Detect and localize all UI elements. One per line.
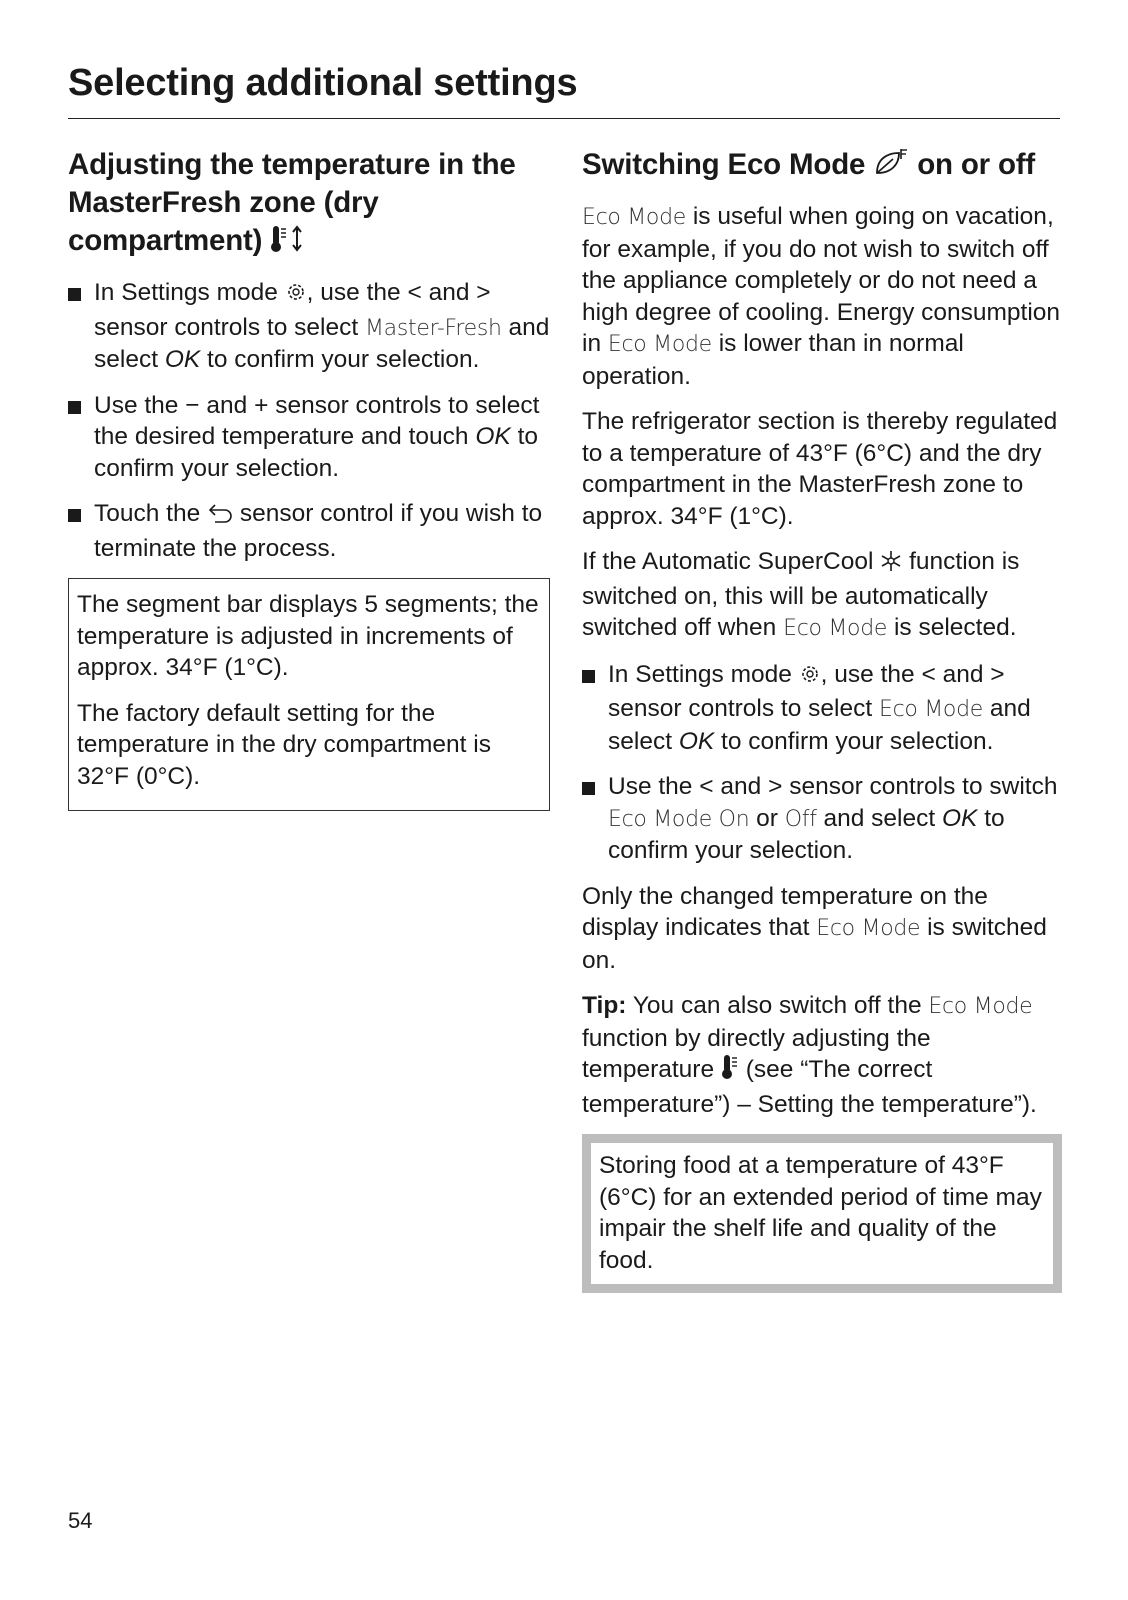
thermometer-icon — [721, 1054, 739, 1089]
snowflake-icon — [880, 549, 902, 581]
list-item: Touch the sensor control if you wish to terminate the process. — [68, 498, 552, 564]
paragraph: If the Automatic SuperCool function is switched on, this will be automatically switched off when Eco Mode is selected. — [582, 548, 1020, 641]
masterfresh-steps — [68, 277, 552, 564]
paragraph: Eco Mode is useful when going on vacation, for example, if you do not wish to switch off the appliance completely or do not need a high degree of cooling. Energy consumption in Eco Mode is lower than in normal operation. — [582, 203, 1061, 390]
settings-gear-icon — [285, 280, 307, 312]
section-heading-eco-mode: Switching Eco Mode on or off — [582, 146, 1064, 187]
page-number: 54 — [68, 1508, 93, 1533]
left-arrow-icon: < — [921, 660, 936, 688]
page-title: Selecting additional settings — [68, 62, 578, 104]
settings-gear-icon — [799, 662, 821, 694]
right-column — [582, 146, 1064, 1293]
info-text: The factory default setting for the temperature in the dry compartment is 32°F (0°C). — [77, 699, 491, 790]
paragraph: Only the changed temperature on the display indicates that Eco Mode is switched on. — [582, 882, 1047, 974]
right-arrow-icon: > — [768, 773, 783, 800]
section-heading-text: Adjusting the temperature in the MasterFresh zone (dry compartment) — [68, 148, 516, 257]
tip-label: Tip: — [582, 992, 627, 1019]
plus-icon: + — [254, 391, 269, 419]
eco-mode-steps — [582, 659, 1064, 867]
section-heading-masterfresh — [68, 146, 552, 263]
eco-leaf-icon — [873, 147, 909, 187]
list-item: In Settings mode , use the < and > sensor controls to select Master-Fresh and select OK to confirm your selection. — [68, 277, 552, 376]
left-arrow-icon: < — [699, 773, 714, 800]
minus-icon: − — [185, 391, 200, 419]
title-divider — [68, 118, 1060, 119]
list-item: Use the < and > sensor controls to switch Eco Mode On or Off and select OK to confirm your selection. — [582, 771, 1064, 867]
info-box — [68, 578, 550, 811]
right-arrow-icon: > — [476, 279, 491, 306]
left-arrow-icon: < — [407, 279, 422, 306]
back-arrow-icon — [207, 501, 233, 533]
info-text: The segment bar displays 5 segments; the temperature is adjusted in increments of approx. 34°F (1°C). — [77, 591, 539, 681]
list-item: Use the − and + sensor controls to select the desired temperature and touch OK to confirm your selection. — [68, 390, 552, 485]
warning-text: Storing food at a temperature of 43°F (6°C) for an extended period of time may impair the shelf life and quality of the food. — [599, 1152, 1042, 1274]
tip-paragraph: Tip: You can also switch off the Eco Mode function by directly adjusting the temperature (see “The correct temperature”) – Setting the temperature”). — [582, 992, 1037, 1118]
paragraph: The refrigerator section is thereby regulated to a temperature of 43°F (6°C) and the dry compartment in the MasterFresh zone to approx. 34°F (1°C). — [582, 408, 1058, 530]
thermometer-arrows-icon — [270, 225, 308, 263]
warning-box — [582, 1134, 1062, 1293]
list-item: In Settings mode , use the < and > sensor controls to select Eco Mode and select OK to confirm your selection. — [582, 659, 1064, 758]
right-arrow-icon: > — [990, 660, 1005, 688]
left-column — [68, 146, 552, 811]
